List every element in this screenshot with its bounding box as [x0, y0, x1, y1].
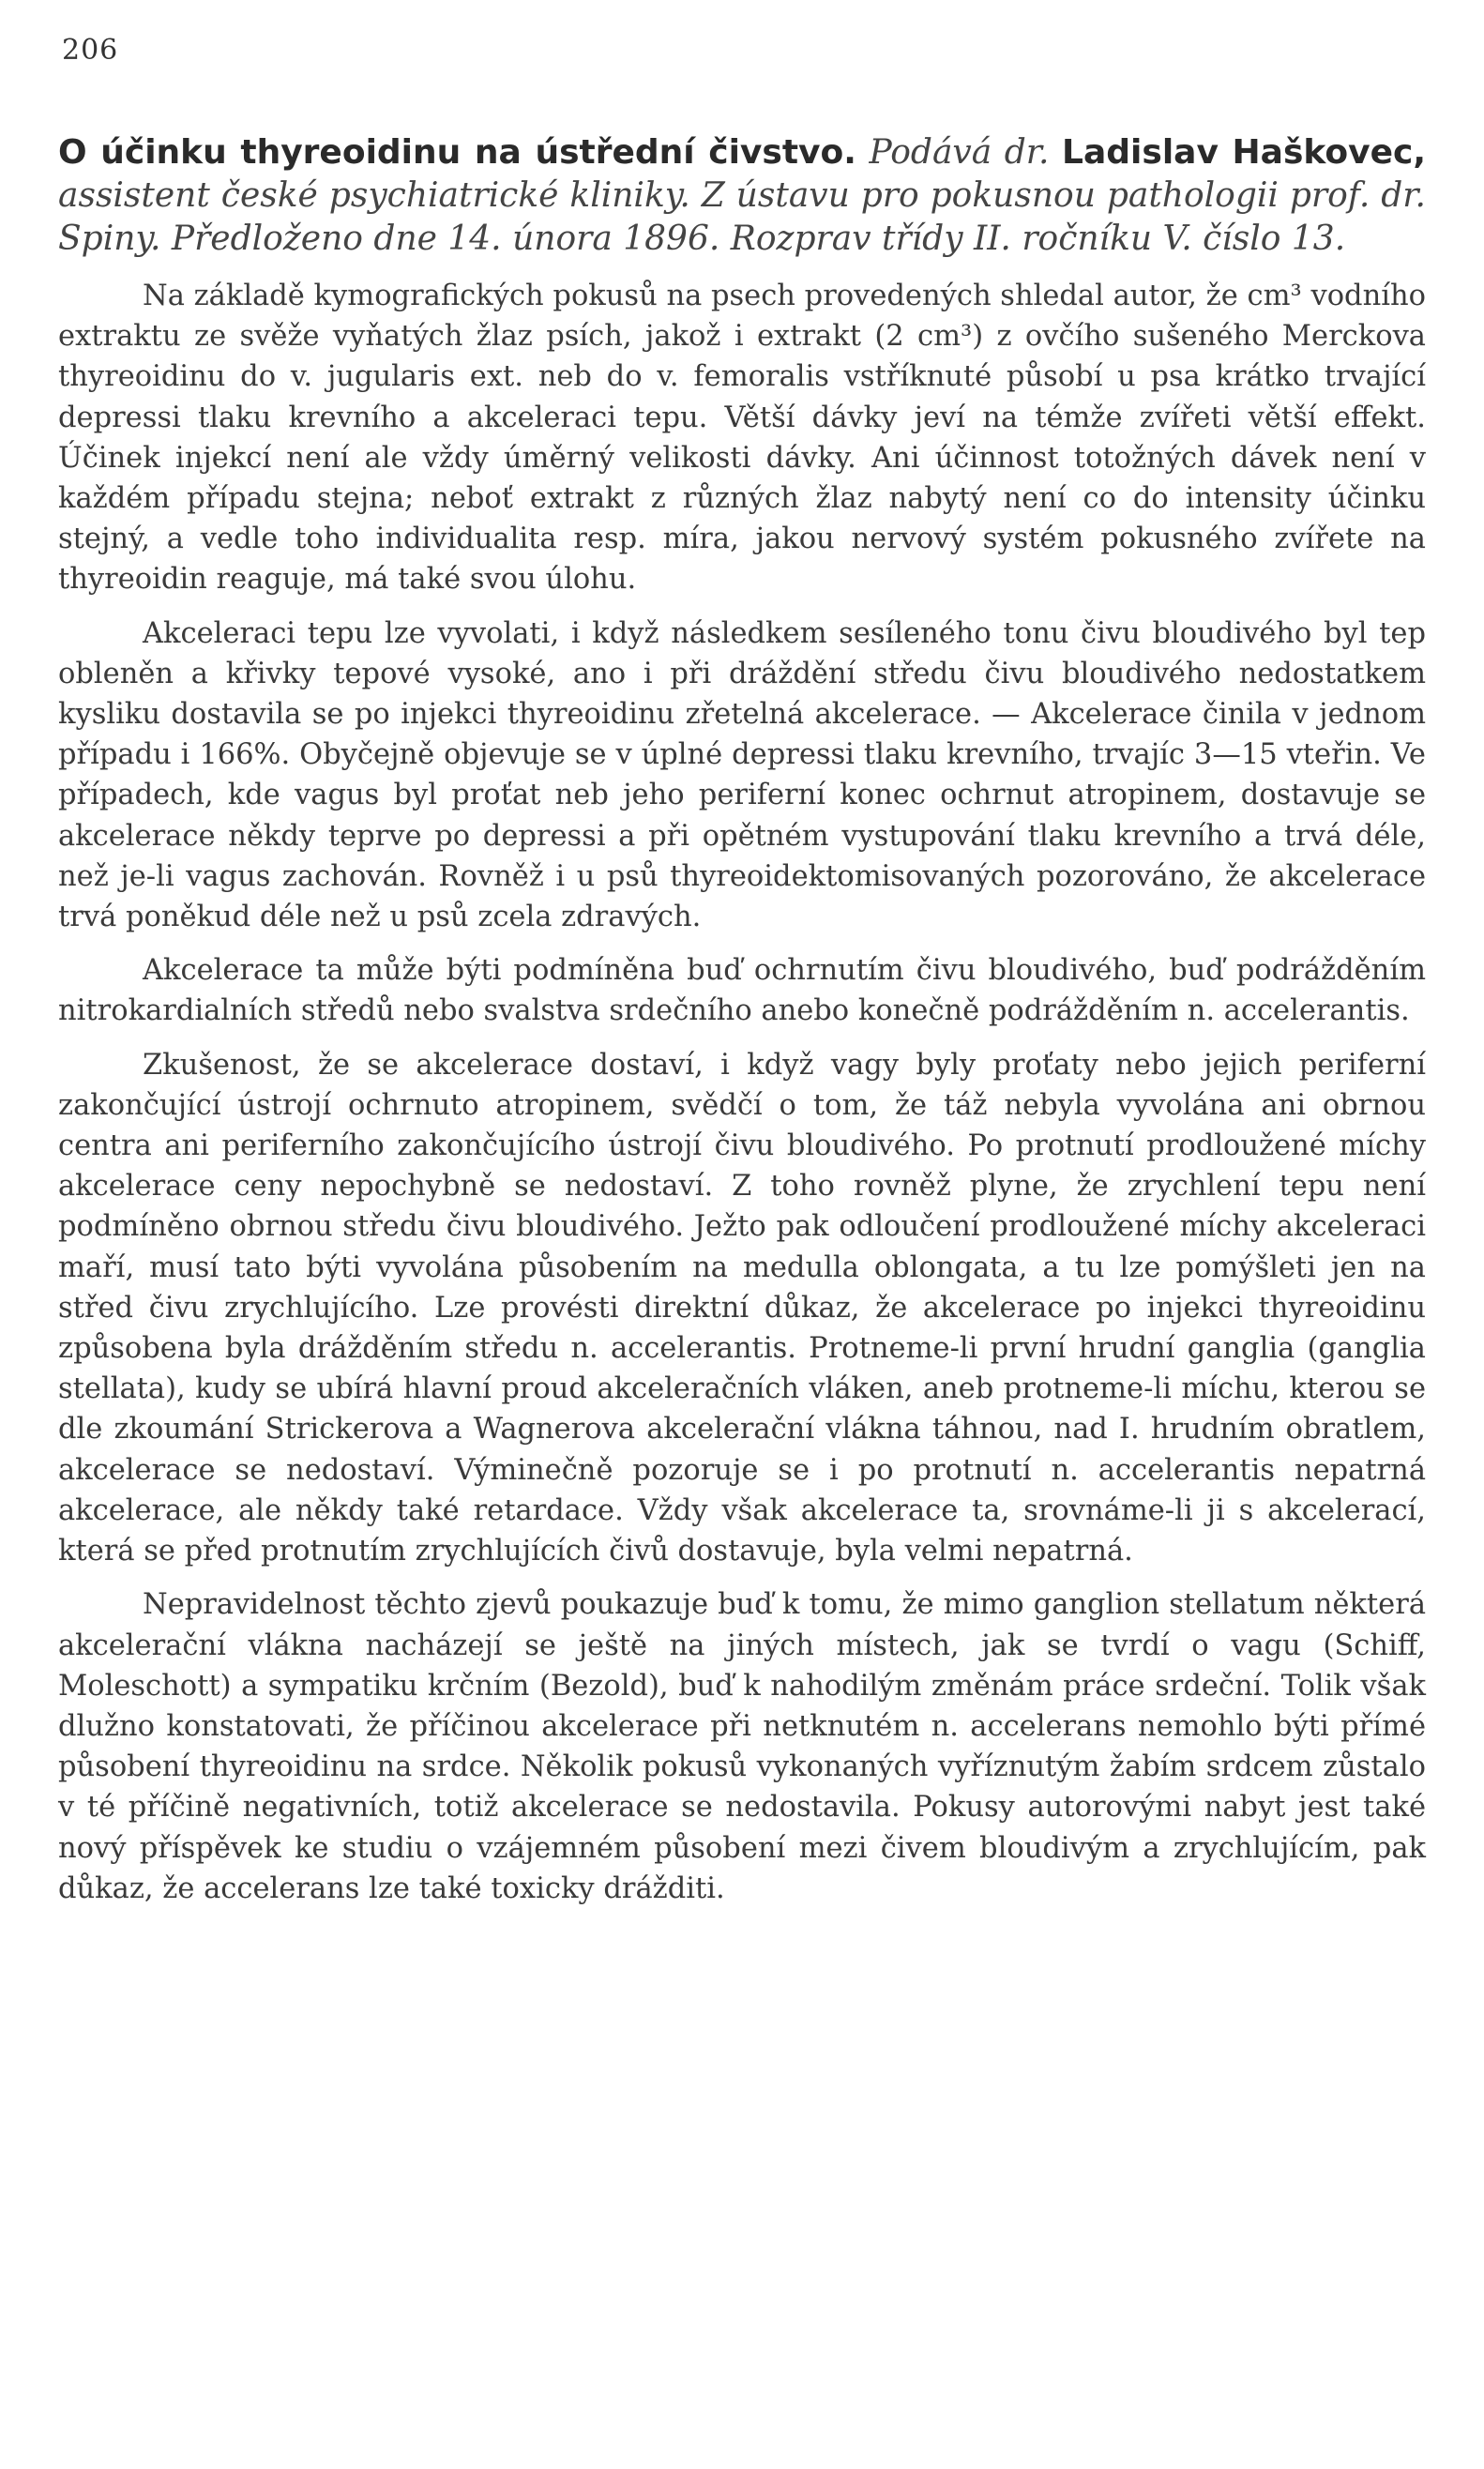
page-number: 206: [62, 34, 119, 67]
article-author: Ladislav Haškovec,: [1062, 133, 1426, 172]
paragraph-2: Akceleraci tepu lze vyvolati, i když následkem sesíleného tonu čivu bloudivého byl tep obleněn a křivky tepové vysoké, ano i při dráždění středu čivu bloudivého nedostatkem kysliku dostavila se po injekci thyreoidinu zřetelná akcelerace. — Akcelerace činila v jednom případu i 166%. Obyčejně objevuje se v úplné depressi tlaku krevního, trvajíc 3—15 vteřin. Ve případech, kde vagus byl proťat neb jeho periferní konec ochrnut atropinem, dostavuje se akcelerace někdy teprve po depressi a při opětném vystupování tlaku krevního a trvá déle, než je-li vagus zachován. Rovněž i u psů thyreoidektomisovaných pozorováno, že akcelerace trvá poněkud déle než u psů zcela zdravých.: [58, 616, 1426, 934]
article-body: [58, 131, 1426, 1922]
presented-by: Podává dr.: [869, 133, 1050, 172]
article-affiliation: assistent české psychiatrické kliniky. Z ústavu pro pokusnou pathologii prof. dr. Spiny. Předloženo dne 14. února 1896. Rozprav třídy II. ročníku V. číslo 13.: [58, 176, 1426, 258]
paragraph-4: Zkušenost, že se akcelerace dostaví, i když vagy byly proťaty nebo jejich periferní zakončující ústrojí ochrnuto atropinem, svědčí o tom, že táž nebyla vyvolána ani obrnou centra ani periferního zakončujícího ústrojí čivu bloudivého. Po protnutí prodloužené míchy akcelerace ceny nepochybně se nedostaví. Z toho rovněž plyne, že zrychlení tepu není podmíněno obrnou středu čivu bloudivého. Ježto pak odloučení prodloužené míchy akceleraci maří, musí tato býti vyvolána působením na medulla oblongata, a tu lze pomýšleti jen na střed čivu zrychlujícího. Lze provésti direktní důkaz, že akcelerace po injekci thyreoidinu způsobena byla drážděním středu n. accelerantis. Protneme-li první hrudní ganglia (ganglia stellata), kudy se ubírá hlavní proud akceleračních vláken, aneb protneme-li míchu, kterou se dle zkoumání Strickerova a Wagnerova akcelerační vlákna táhnou, nad I. hrudním obratlem, akcelerace se nedostaví. Výminečně pozoruje se i po protnutí n. accelerantis nepatrná akcelerace, ale někdy také retardace. Vždy však akcelerace ta, srovnáme-li ji s akcelerací, která se před protnutím zrychlujících čivů dostavuje, byla velmi nepatrná.: [58, 1048, 1426, 1568]
paragraph-1: Na základě kymografických pokusů na psech provedených shledal autor, že cm³ vodního extraktu ze svěže vyňatých žlaz psích, jakož i extrakt (2 cm³) z ovčího sušeného Merckova thyreoidinu do v. jugularis ext. neb do v. femoralis vstříknuté působí u psa krátko trvající depressi tlaku krevního a akceleraci tepu. Větší dávky jeví na témže zvířeti větší effekt. Účinek injekcí není ale vždy úměrný velikosti dávky. Ani účinnost totožných dávek není v každém případu stejna; neboť extrakt z různých žlaz nabytý není co do intensity účinku stejný, a vedle toho individualita resp. míra, jakou nervový systém pokusného zvířete na thyreoidin reaguje, má také svou úlohu.: [58, 280, 1426, 597]
paragraph-3: Akcelerace ta může býti podmíněna buď ochrnutím čivu bloudivého, buď podrážděním nitrokardialních středů nebo svalstva srdečního anebo konečně podrážděním n. accelerantis.: [58, 954, 1426, 1028]
article-heading: [58, 131, 1426, 261]
paragraph-5: Nepravidelnost těchto zjevů poukazuje buď k tomu, že mimo ganglion stellatum některá akcelerační vlákna nacházejí se ještě na jiných místech, jak se tvrdí o vagu (Schiff, Moleschott) a sympatiku krčním (Bezold), buď k nahodilým změnám práce srdeční. Tolik však dlužno konstatovati, že příčinou akcelerace při netknutém n. accelerans nemohlo býti přímé působení thyreoidinu na srdce. Několik pokusů vykonaných vyříznutým žabím srdcem zůstalo v té příčině negativních, totiž akcelerace se nedostavila. Pokusy autorovými nabyt jest také nový příspěvek ke studiu o vzájemném působení mezi čivem bloudivým a zrychlujícím, pak důkaz, že accelerans lze také toxicky drážditi.: [58, 1588, 1426, 1905]
article-title: O účinku thyreoidinu na ústřední čivstvo.: [58, 133, 856, 172]
